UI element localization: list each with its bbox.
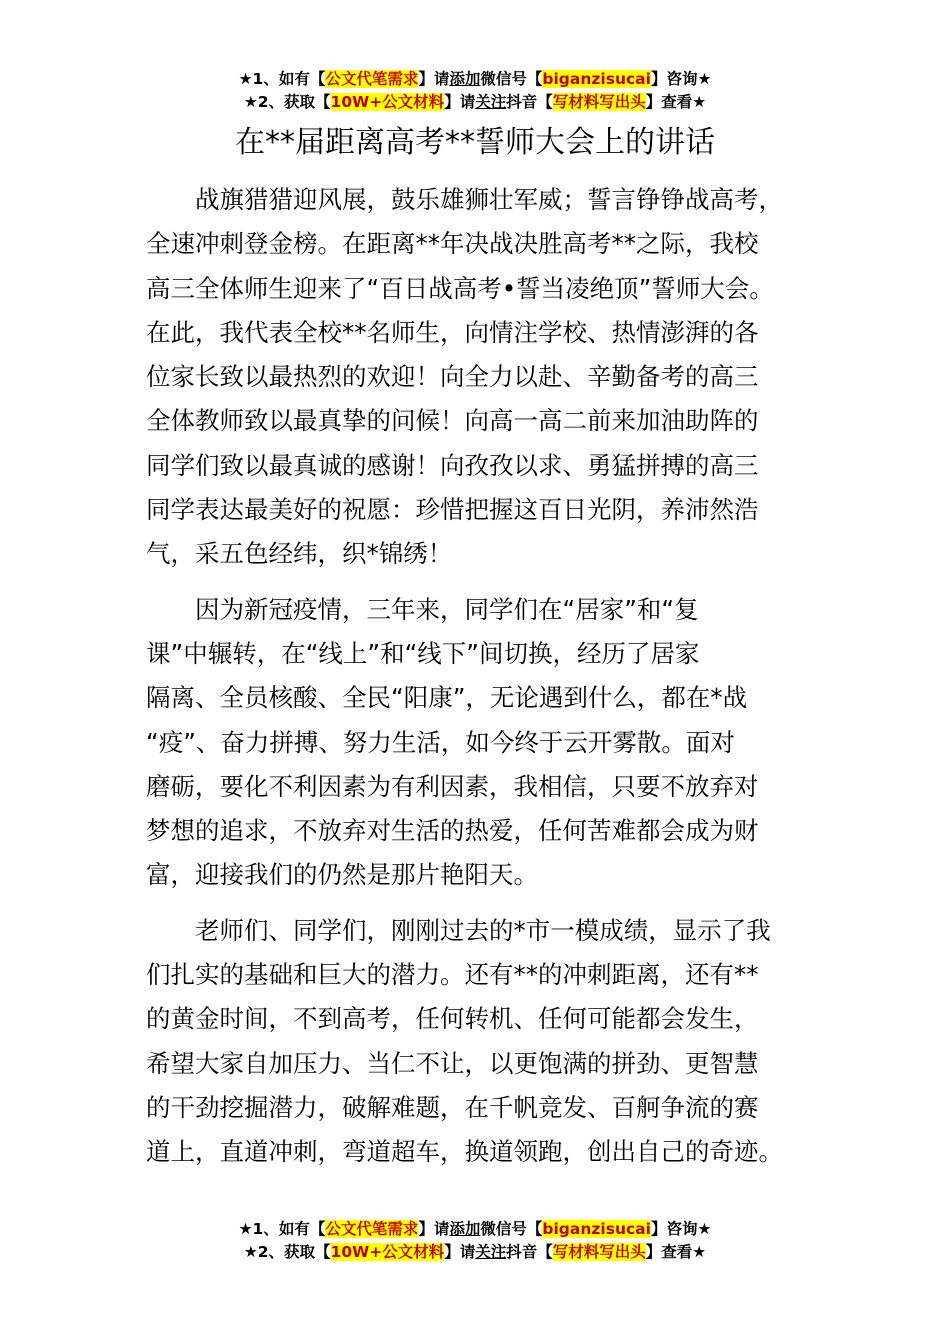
document-title: 在**届距离高考**誓师大会上的讲话 [235,125,715,160]
text-line: 的干劲挖掘潜力，破解难题，在千帆竞发、百舸争流的赛 [146,1092,759,1122]
text-line: 的黄金时间，不到高考，任何转机、任何可能都会发生， [146,1004,759,1034]
text-line: 高三全体师生迎来了“百日战高考•誓当凌绝顶”誓师大会。 [146,273,774,303]
paragraph [146,909,814,1175]
text-line: 全体教师致以最真挚的问候！向高一高二前来加油助阵的 [146,406,759,436]
header-ad-banner [0,68,950,114]
text-line: 课”中辗转，在“线上”和“线下”间切换，经历了居家 [146,638,700,668]
text-line: 全速冲刺登金榜。在距离**年决战决胜高考**之际，我校 [146,229,759,259]
text-line: 磨砺，要化不利因素为有利因素，我相信，只要不放弃对 [146,771,759,801]
footer-ad-banner [0,1218,950,1264]
ad-highlight-service: 公文代笔需求 [325,1220,419,1238]
ad-highlight-wechat-id: biganzisucai [542,70,651,88]
paragraph [146,588,814,898]
ad-highlight-service: 公文代笔需求 [325,70,419,88]
text-line: 隔离、全员核酸、全民“阳康”，无论遇到什么，都在*战 [146,683,748,713]
ad-highlight-douyin: 写材料写出头 [552,93,646,111]
ad-highlight-wechat-id: biganzisucai [542,1220,651,1238]
text-line: 梦想的追求，不放弃对生活的热爱，任何苦难都会成为财 [146,816,759,846]
text-line: 们扎实的基础和巨大的潜力。还有**的冲刺距离，还有** [146,960,759,990]
text-line: 同学们致以最真诚的感谢！向孜孜以求、勇猛拼搏的高三 [146,450,759,480]
text-line: 因为新冠疫情，三年来，同学们在“居家”和“复 [195,594,699,624]
ad-line-2: ★2、获取【10W+公文材料】请关注抖音【写材料写出头】查看★ [243,93,707,111]
text-line: 在此，我代表全校**名师生，向情注学校、热情澎湃的各 [146,317,759,347]
text-line: 同学表达最美好的祝愿：珍惜把握这百日光阴，养沛然浩 [146,495,759,525]
ad-line-1: ★1、如有【公文代笔需求】请添加微信号【biganzisucai】咨询★ [238,70,712,88]
text-line: 老师们、同学们，刚刚过去的*市一模成绩，显示了我 [195,915,771,945]
text-line: 希望大家自加压力、当仁不让，以更饱满的拼劲、更智慧 [146,1048,759,1078]
text-line: 气，采五色经纬，织*锦绣！ [146,539,453,569]
ad-line-1: ★1、如有【公文代笔需求】请添加微信号【biganzisucai】咨询★ [238,1220,712,1238]
ad-highlight-materials: 10W+公文材料 [330,1243,445,1261]
ad-highlight-douyin: 写材料写出头 [552,1243,646,1261]
text-line: 战旗猎猎迎风展，鼓乐雄狮壮军威；誓言铮铮战高考， [195,185,783,214]
paragraph [146,178,814,577]
text-line: 富，迎接我们的仍然是那片艳阳天。 [146,860,538,890]
document-body [146,178,814,1186]
text-line: 道上，直道冲刺，弯道超车，换道领跑，创出自己的奇迹。 [146,1137,783,1167]
ad-highlight-materials: 10W+公文材料 [330,93,445,111]
text-line: 位家长致以最热烈的欢迎！向全力以赴、辛勤备考的高三 [146,362,759,392]
text-line: “疫”、奋力拼搏、努力生活，如今终于云开雾散。面对 [146,727,735,757]
ad-line-2: ★2、获取【10W+公文材料】请关注抖音【写材料写出头】查看★ [243,1243,707,1261]
